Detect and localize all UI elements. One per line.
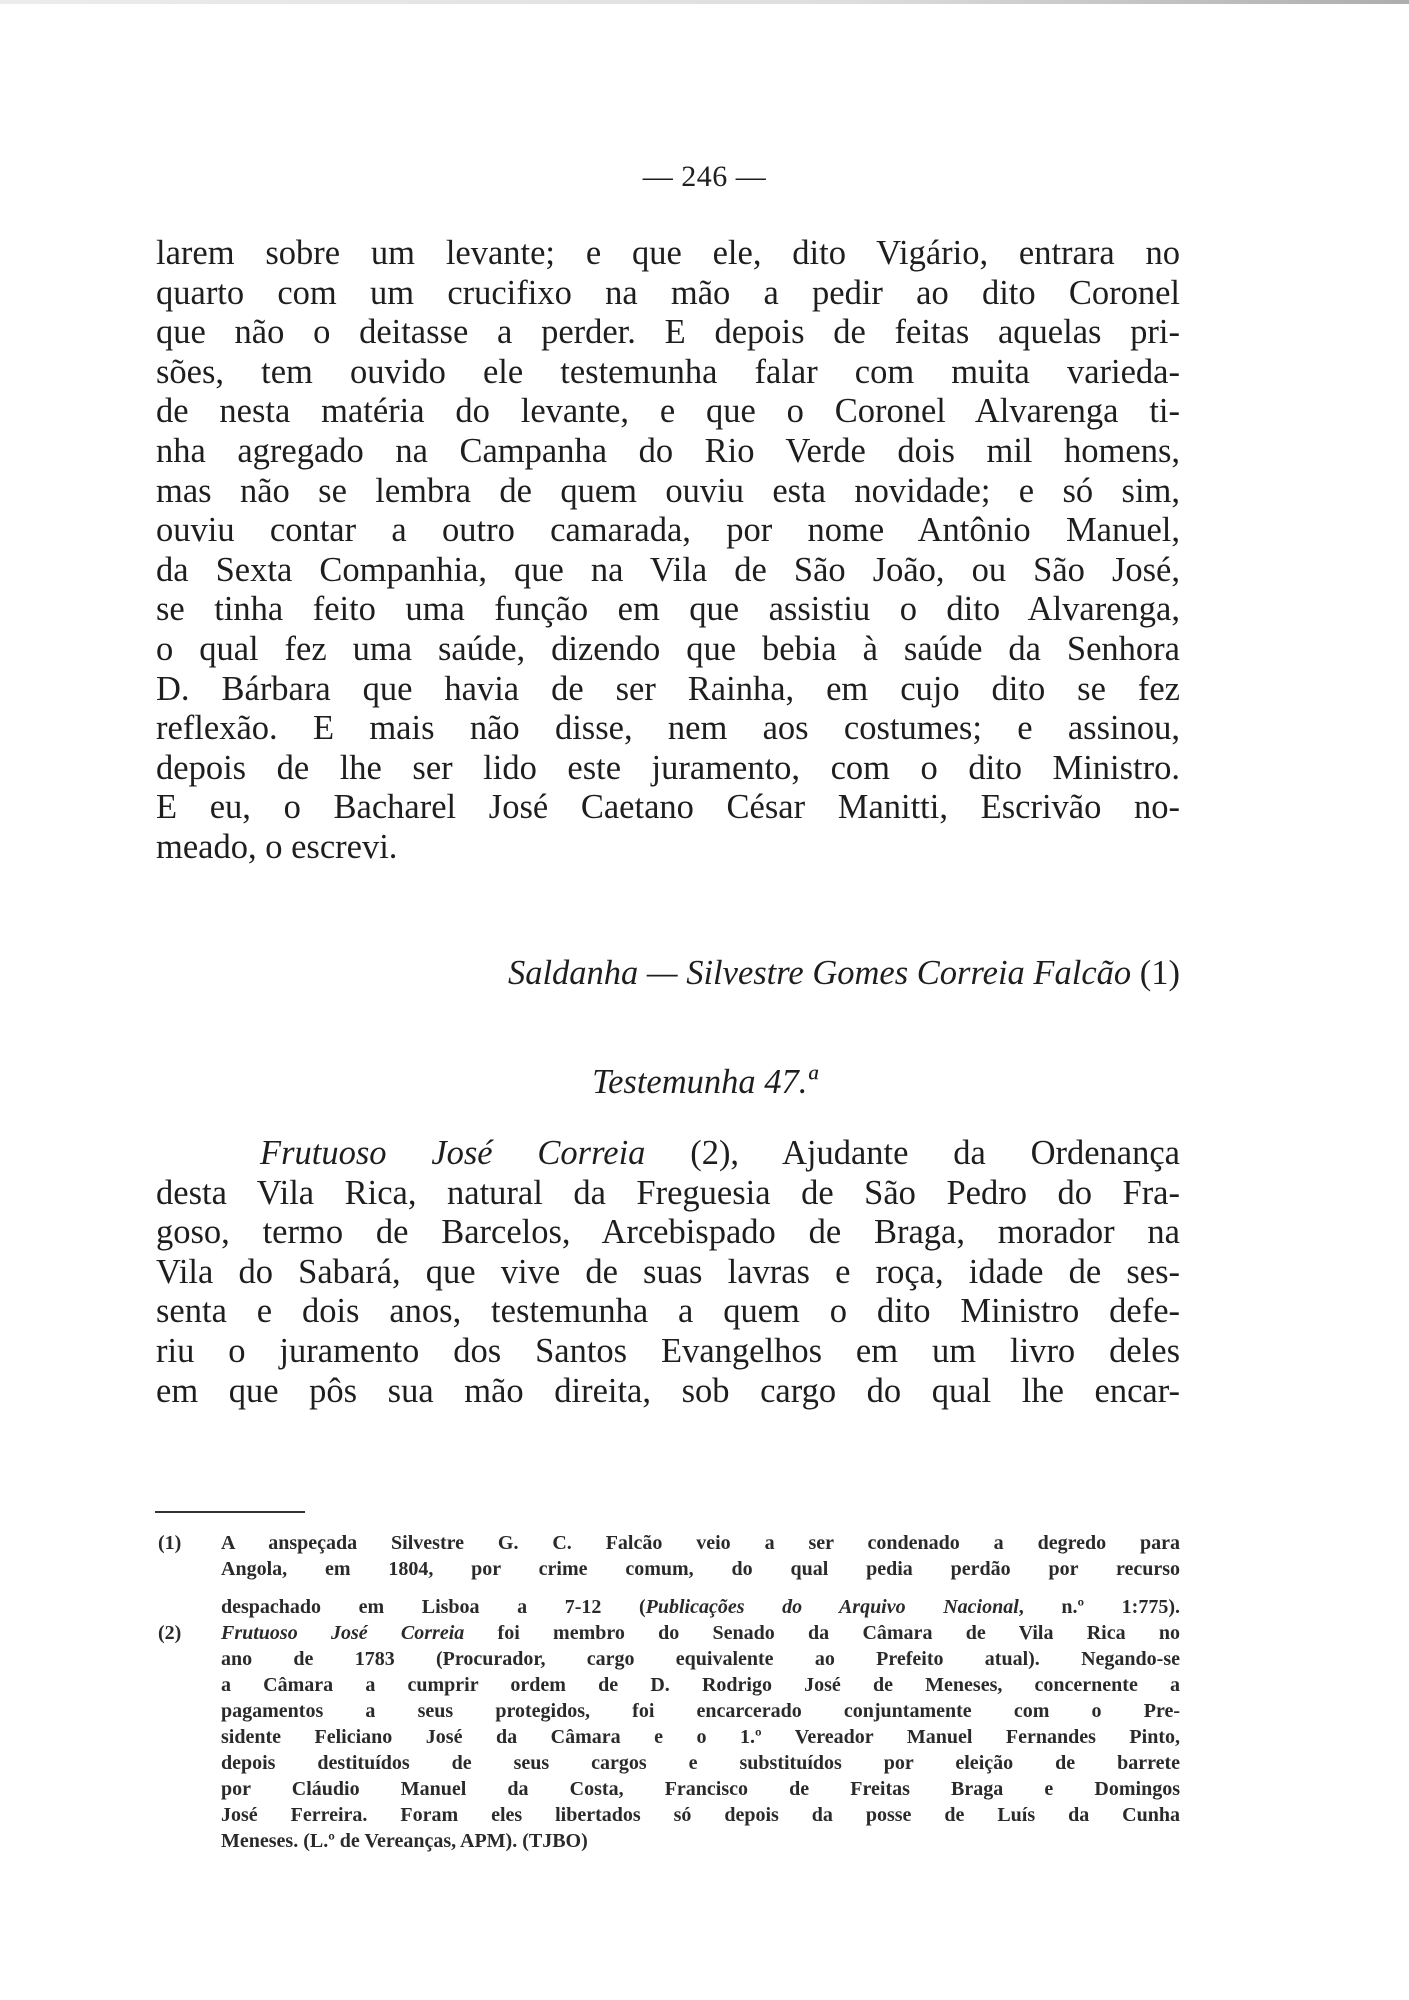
footnote-line: a Câmara a cumprir ordem de D. Rodrigo José de Meneses, concernente a [221, 1674, 1180, 1696]
text-line: quarto com um crucifixo na mão a pedir ao dito Coronel [156, 273, 1180, 312]
footnote-line [158, 1530, 1180, 1556]
footnote-2 [158, 1620, 1180, 1854]
footnote-text: , n.º 1:775). [1018, 1596, 1180, 1618]
text-line: se tinha feito uma função em que assistiu o dito Alvarenga, [156, 590, 1180, 629]
footnote-line [158, 1594, 1180, 1620]
footnote-divider [155, 1511, 305, 1513]
text-line: meado, o escrevi. [156, 827, 398, 866]
footnote-ref: (1) [1139, 954, 1180, 992]
scan-edge [0, 0, 1409, 4]
footnote-line: José Ferreira. Foram eles libertados só depois da posse de Luís da Cunha [221, 1804, 1180, 1826]
text-line: D. Bárbara que havia de ser Rainha, em cujo dito se fez [156, 669, 1180, 708]
text-line: Vila do Sabará, que vive de suas lavras e roça, idade de ses- [156, 1252, 1180, 1291]
text-line: sões, tem ouvido ele testemunha falar com muita varieda- [156, 352, 1180, 391]
text-line: depois de lhe ser lido este juramento, com o dito Ministro. [156, 748, 1180, 787]
signature-line [156, 954, 1180, 993]
text-line [156, 1134, 1180, 1174]
footnote-line: por Cláudio Manuel da Costa, Francisco de Freitas Braga e Domingos [221, 1778, 1180, 1800]
footnote-line: pagamentos a seus protegidos, foi encarcerado conjuntamente com o Pre- [221, 1700, 1180, 1722]
signature-names: Saldanha — Silvestre Gomes Correia Falcão [507, 954, 1132, 992]
footnote-line: Angola, em 1804, por crime comum, do qual pedia perdão por recurso [221, 1558, 1180, 1580]
text-line: reflexão. E mais não disse, nem aos costumes; e assinou, [156, 709, 1180, 748]
text-line: da Sexta Companhia, que na Vila de São João, ou São José, [156, 550, 1180, 589]
page-number: — 246 — [642, 160, 767, 193]
text-line: E eu, o Bacharel José Caetano César Manitti, Escrivão no- [156, 788, 1180, 827]
footnotes [158, 1530, 1180, 1854]
footnote-line: sidente Feliciano José da Câmara e o 1.º Vereador Manuel Fernandes Pinto, [221, 1726, 1180, 1748]
text-line: que não o deitasse a perder. E depois de feitas aquelas pri- [156, 313, 1180, 352]
witness-name: Frutuoso José Correia [260, 1134, 646, 1172]
text-line: em que pôs sua mão direita, sob cargo do qual lhe encar- [156, 1371, 1180, 1410]
section-heading: Testemunha 47.ª [592, 1063, 817, 1101]
footnote-line: ano de 1783 (Procurador, cargo equivalente ao Prefeito atual). Negando-se [221, 1648, 1180, 1670]
text-line: larem sobre um levante; e que ele, dito Vigário, entrara no [156, 234, 1180, 272]
text-line: nha agregado na Campanha do Rio Verde dois mil homens, [156, 431, 1180, 470]
footnote-line: Meneses. (L.º de Vereanças, APM). (TJBO) [221, 1830, 588, 1852]
footnote-1 [158, 1530, 1180, 1620]
footnote-number: (1) [158, 1532, 182, 1554]
text-line: o qual fez uma saúde, dizendo que bebia à saúde da Senhora [156, 629, 1180, 668]
footnote-text: A anspeçada Silvestre G. C. Falcão veio a ser condenado a degredo para [221, 1532, 1180, 1554]
text-line: de nesta matéria do levante, e que o Coronel Alvarenga ti- [156, 392, 1180, 431]
witness-intro: (2), Ajudante da Ordenança [645, 1134, 1180, 1172]
footnote-number: (2) [158, 1622, 182, 1644]
body-paragraph [156, 234, 1180, 868]
footnote-text: foi membro do Senado da Câmara de Vila Rica no [464, 1622, 1180, 1644]
footnote-person-name: Frutuoso José Correia [221, 1622, 465, 1644]
text-line: desta Vila Rica, natural da Freguesia de São Pedro do Fra- [156, 1173, 1180, 1212]
text-line: riu o juramento dos Santos Evangelhos em um livro deles [156, 1331, 1180, 1370]
text-line: senta e dois anos, testemunha a quem o dito Ministro defe- [156, 1292, 1180, 1331]
footnote-text: despachado em Lisboa a 7-12 ( [221, 1596, 646, 1618]
text-line: mas não se lembra de quem ouviu esta novidade; e só sim, [156, 471, 1180, 510]
footnote-line [158, 1620, 1180, 1646]
footnote-line: depois destituídos de seus cargos e substituídos por eleição de barrete [221, 1752, 1180, 1774]
text-line: ouviu contar a outro camarada, por nome Antônio Manuel, [156, 511, 1180, 550]
text-line: goso, termo de Barcelos, Arcebispado de Braga, morador na [156, 1213, 1180, 1252]
footnote-citation-title: Publicações do Arquivo Nacional [645, 1596, 1019, 1618]
witness-paragraph [156, 1134, 1180, 1411]
